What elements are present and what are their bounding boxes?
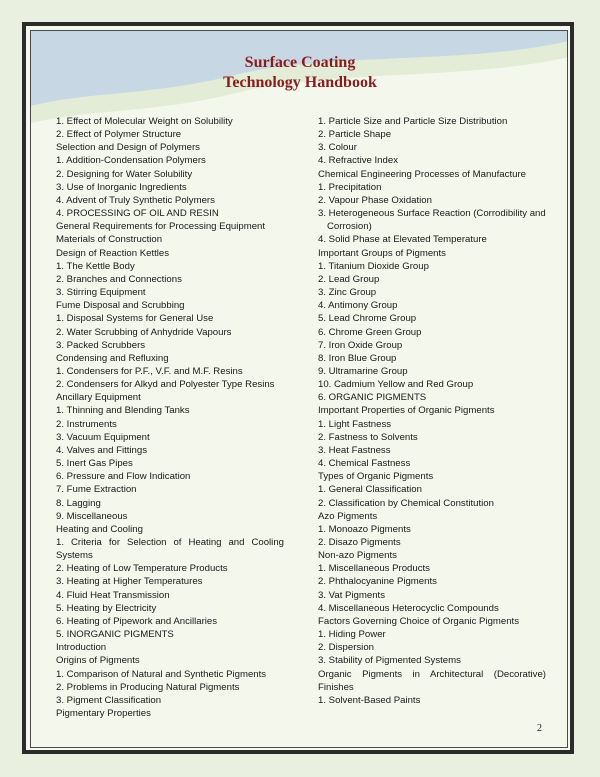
toc-entry: Condensing and Refluxing	[56, 352, 169, 364]
toc-entry: Origins of Pigments	[56, 655, 140, 667]
toc-entry: 3. Heating at Higher Temperatures	[56, 576, 203, 588]
toc-entry: 10. Cadmium Yellow and Red Group	[318, 379, 474, 391]
toc-entry: Fume Disposal and Scrubbing	[56, 300, 185, 312]
page-number: 2	[537, 723, 542, 734]
toc-entry: 2. Branches and Connections	[56, 273, 182, 285]
toc-entry: 1. Solvent-Based Paints	[318, 694, 421, 706]
toc-entry: 1. General Classification	[318, 484, 422, 496]
toc-entry: 3. Stirring Equipment	[56, 287, 146, 299]
toc-entry: 3. Zinc Group	[318, 287, 377, 299]
toc-entry: 4. Antimony Group	[318, 300, 398, 312]
toc-entry: Heating and Cooling	[56, 523, 143, 535]
toc-entry: 2. Heating of Low Temperature Products	[56, 563, 228, 575]
toc-entry: 1. Hiding Power	[318, 629, 386, 641]
toc-entry: 4. Refractive Index	[318, 155, 398, 167]
toc-entry: 3. Stability of Pigmented Systems	[318, 655, 461, 667]
toc-entry: 2. Water Scrubbing of Anhydride Vapours	[56, 326, 232, 338]
toc-entry: 7. Fume Extraction	[56, 484, 137, 496]
toc-entry: 5. Inert Gas Pipes	[56, 458, 133, 470]
toc-entry: 5. Lead Chrome Group	[318, 313, 417, 325]
toc-entry: Important Properties of Organic Pigments	[318, 405, 495, 417]
title-line-2: Technology Handbook	[223, 74, 377, 91]
toc-entry: 1. Thinning and Blending Tanks	[56, 405, 190, 417]
toc-entry: 4. Miscellaneous Heterocyclic Compounds	[318, 602, 499, 614]
toc-entry: Materials of Construction	[56, 234, 163, 246]
toc-entry: 6. Pressure and Flow Indication	[56, 471, 191, 483]
toc-entry: 2. Vapour Phase Oxidation	[318, 194, 432, 206]
toc-entry: 3. Use of Inorganic Ingredients	[56, 181, 187, 193]
toc-entry: General Requirements for Processing Equipment	[56, 221, 266, 233]
toc-entry: Types of Organic Pigments	[318, 471, 434, 483]
toc-entry: 3. Colour	[318, 142, 357, 154]
toc-entry: 1. Miscellaneous Products	[318, 563, 430, 575]
toc-entry: 8. Iron Blue Group	[318, 352, 397, 364]
toc-entry: 2. Fastness to Solvents	[318, 431, 418, 443]
toc-entry: Ancillary Equipment	[56, 392, 141, 404]
toc-entry: 2. Phthalocyanine Pigments	[318, 576, 437, 588]
toc-entry: Design of Reaction Kettles	[56, 247, 170, 259]
toc-entry: 2. Lead Group	[318, 273, 380, 285]
toc-entry: Selection and Design of Polymers	[56, 142, 200, 154]
toc-entry: 2. Instruments	[56, 418, 117, 430]
toc-entry: 4. Valves and Fittings	[56, 444, 148, 456]
toc-entry: 1. Particle Size and Particle Size Distribution	[318, 116, 508, 127]
toc-entry: Non-azo Pigments	[318, 550, 397, 562]
toc-entry: 6. ORGANIC PIGMENTS	[318, 392, 427, 404]
toc-entry: 1. Condensers for P.F., V.F. and M.F. Resins	[56, 365, 243, 377]
toc-entry: 2. Disazo Pigments	[318, 537, 401, 548]
toc-entry: 2. Dispersion	[318, 642, 374, 654]
toc-entry: Important Groups of Pigments	[318, 247, 446, 259]
toc-entry: 1. The Kettle Body	[56, 260, 135, 272]
toc-entry: Introduction	[56, 642, 107, 654]
toc-entry: 2. Effect of Polymer Structure	[56, 129, 182, 141]
toc-entry: 2. Particle Shape	[318, 129, 392, 141]
toc-entry: 3. Vacuum Equipment	[56, 431, 150, 443]
toc-entry: 2. Problems in Producing Natural Pigments	[56, 681, 240, 693]
toc-entry: 4. PROCESSING OF OIL AND RESIN	[56, 208, 219, 220]
toc-entry: Factors Governing Choice of Organic Pigments	[318, 615, 520, 627]
toc-entry: 1. Addition-Condensation Polymers	[56, 155, 206, 167]
toc-entry: 1. Criteria for Selection of Heating and Cooling Systems	[56, 537, 284, 562]
toc-entry: 6. Heating of Pipework and Ancillaries	[56, 615, 218, 627]
toc-entry: Organic Pigments in Architectural (Decorative) Finishes	[318, 668, 546, 693]
toc-entry: 4. Fluid Heat Transmission	[56, 589, 170, 601]
toc-entry: 1. Monoazo Pigments	[318, 523, 411, 535]
toc-entry: Corrosion)	[327, 221, 372, 233]
toc-entry: 4. Advent of Truly Synthetic Polymers	[56, 194, 215, 206]
toc-entry: 7. Iron Oxide Group	[318, 339, 403, 351]
page-title	[31, 53, 568, 93]
toc-entry: 4. Chemical Fastness	[318, 458, 411, 470]
toc-entry: 9. Ultramarine Group	[318, 365, 408, 377]
toc-entry: 1. Light Fastness	[318, 418, 392, 430]
toc-entry: Chemical Engineering Processes of Manufacture	[318, 168, 526, 180]
inner-frame	[30, 30, 568, 748]
toc-entry: 2. Designing for Water Solubility	[56, 168, 193, 180]
toc-entry: 4. Solid Phase at Elevated Temperature	[318, 234, 487, 246]
toc-entry: 1. Precipitation	[318, 181, 382, 193]
toc-entry: Pigmentary Properties	[56, 708, 151, 720]
title-line-1: Surface Coating	[244, 54, 356, 71]
toc-entry: 3. Packed Scrubbers	[56, 339, 146, 351]
toc-entry: 3. Heat Fastness	[318, 444, 391, 456]
toc-entry: 3. Heterogeneous Surface Reaction (Corrodibility and	[318, 208, 546, 220]
toc-entry: 6. Chrome Green Group	[318, 326, 422, 338]
toc-left-column	[56, 115, 284, 720]
toc-entry: 1. Comparison of Natural and Synthetic Pigments	[56, 668, 267, 680]
toc-entry: 3. Pigment Classification	[56, 694, 162, 706]
toc-entry: 1. Effect of Molecular Weight on Solubility	[56, 116, 233, 127]
toc-entry: 8. Lagging	[56, 497, 101, 509]
toc-entry: 1. Titanium Dioxide Group	[318, 260, 429, 272]
toc-entry: 9. Miscellaneous	[56, 510, 128, 522]
toc-entry: 2. Condensers for Alkyd and Polyester Type Resins	[56, 379, 275, 391]
toc-entry: 2. Classification by Chemical Constitution	[318, 497, 494, 509]
toc-entry: 3. Vat Pigments	[318, 589, 386, 601]
toc-entry: Azo Pigments	[318, 510, 378, 522]
toc-entry: 1. Disposal Systems for General Use	[56, 313, 214, 325]
toc-entry: 5. Heating by Electricity	[56, 602, 157, 614]
toc-right-column	[318, 115, 546, 707]
toc-entry: 5. INORGANIC PIGMENTS	[56, 629, 174, 641]
